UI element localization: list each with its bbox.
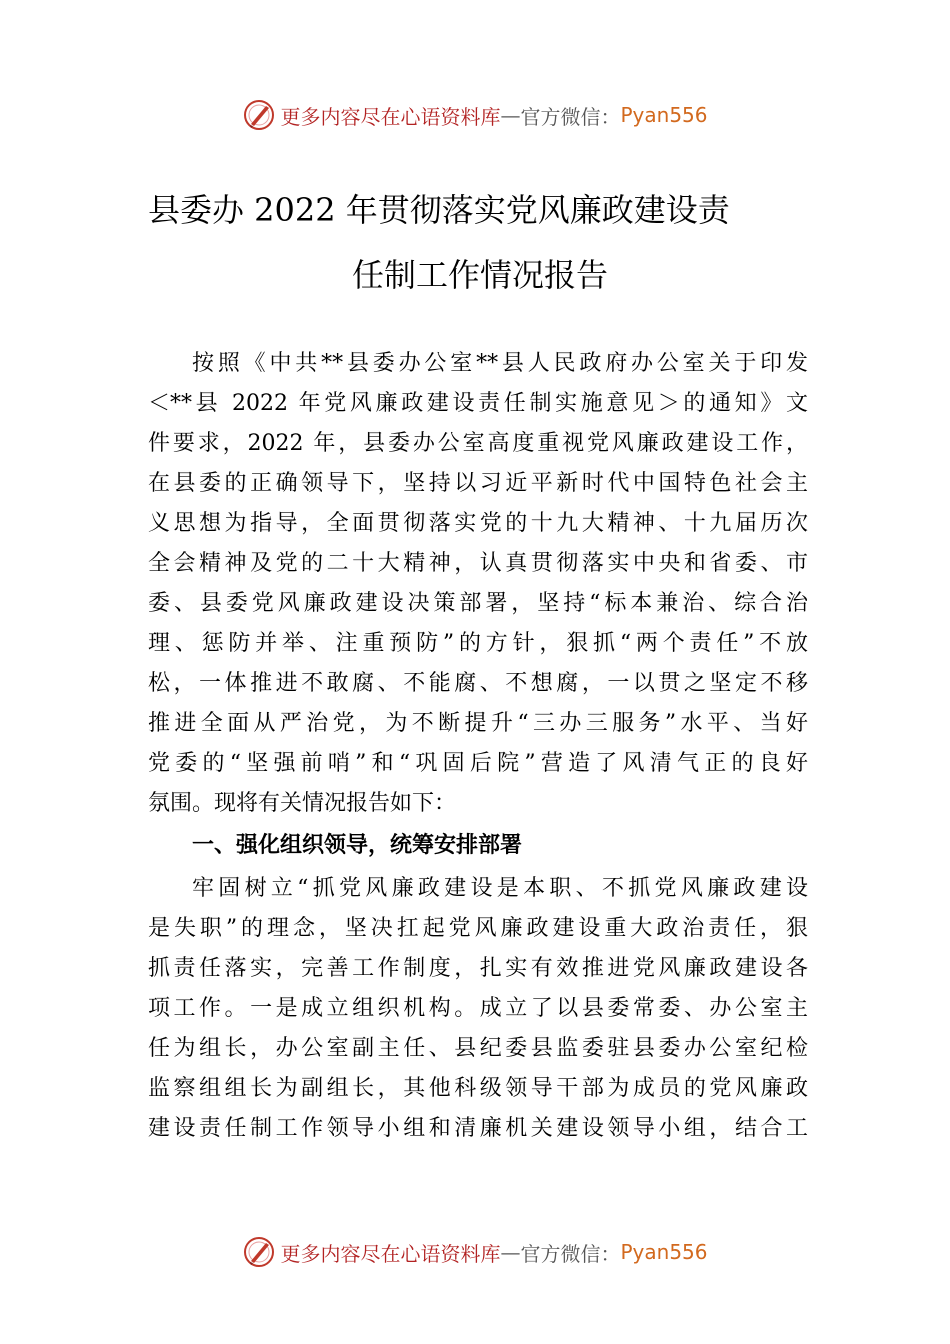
paragraph-line: 监察组组长为副组长，其他科级领导干部为成员的党风廉政 (148, 1076, 808, 1101)
paragraph-line: 氛围。现将有关情况报告如下： (148, 791, 457, 816)
paragraph-line: 委、县委党风廉政建设决策部署，坚持“标本兼治、综合治 (148, 591, 808, 616)
paragraph-line: ＜**县 2022 年党风廉政建设责任制实施意见＞的通知》文 (148, 391, 808, 416)
brush-logo-icon (242, 1235, 276, 1269)
paragraph-line: 在县委的正确领导下，坚持以习近平新时代中国特色社会主 (148, 471, 808, 496)
banner-wechat-label: 官方微信： (520, 104, 621, 129)
paragraph-line: 任为组长，办公室副主任、县纪委县监委驻县委办公室纪检 (148, 1036, 808, 1061)
paragraph-line: 项工作。一是成立组织机构。成立了以县委常委、办公室主 (148, 996, 808, 1021)
paragraph-line: 是失职”的理念，坚决扛起党风廉政建设重大政治责任，狠 (148, 916, 808, 941)
banner-wechat-id: Pyan556 (620, 103, 708, 127)
banner-wechat-label: 官方微信： (520, 1241, 621, 1266)
document-title-line-2: 任制工作情况报告 (352, 256, 609, 294)
paragraph-line: 牢固树立“抓党风廉政建设是本职、不抓党风廉政建设 (192, 876, 808, 901)
paragraph-line: 抓责任落实，完善工作制度，扎实有效推进党风廉政建设各 (148, 956, 808, 981)
banner-slogan: 更多内容尽在心语资料库 (280, 104, 501, 129)
paragraph-line: 按照《中共**县委办公室**县人民政府办公室关于印发 (192, 351, 808, 376)
paragraph-line: 件要求，2022 年，县委办公室高度重视党风廉政建设工作， (148, 431, 808, 456)
banner-wechat-id: Pyan556 (620, 1240, 708, 1264)
section-heading: 一、强化组织领导，统筹安排部署 (192, 833, 523, 858)
brush-logo-icon (242, 98, 276, 132)
banner-dash: — (500, 103, 521, 127)
paragraph-line: 推进全面从严治党，为不断提升“三办三服务”水平、当好 (148, 711, 808, 736)
paragraph-line: 理、惩防并举、注重预防”的方针，狠抓“两个责任”不放 (148, 631, 808, 656)
document-title-line-1: 县委办 2022 年贯彻落实党风廉政建设责 (148, 191, 730, 229)
paragraph-line: 建设责任制工作领导小组和清廉机关建设领导小组，结合工 (148, 1116, 808, 1141)
paragraph-line: 松，一体推进不敢腐、不能腐、不想腐，一以贯之坚定不移 (148, 671, 808, 696)
banner-dash: — (500, 1240, 521, 1264)
paragraph-line: 党委的“坚强前哨”和“巩固后院”营造了风清气正的良好 (148, 751, 808, 776)
footer-banner (0, 1232, 950, 1272)
paragraph-line: 义思想为指导，全面贯彻落实党的十九大精神、十九届历次 (148, 511, 808, 536)
header-banner (0, 95, 950, 135)
paragraph-line: 全会精神及党的二十大精神，认真贯彻落实中央和省委、市 (148, 551, 808, 576)
banner-slogan: 更多内容尽在心语资料库 (280, 1241, 501, 1266)
